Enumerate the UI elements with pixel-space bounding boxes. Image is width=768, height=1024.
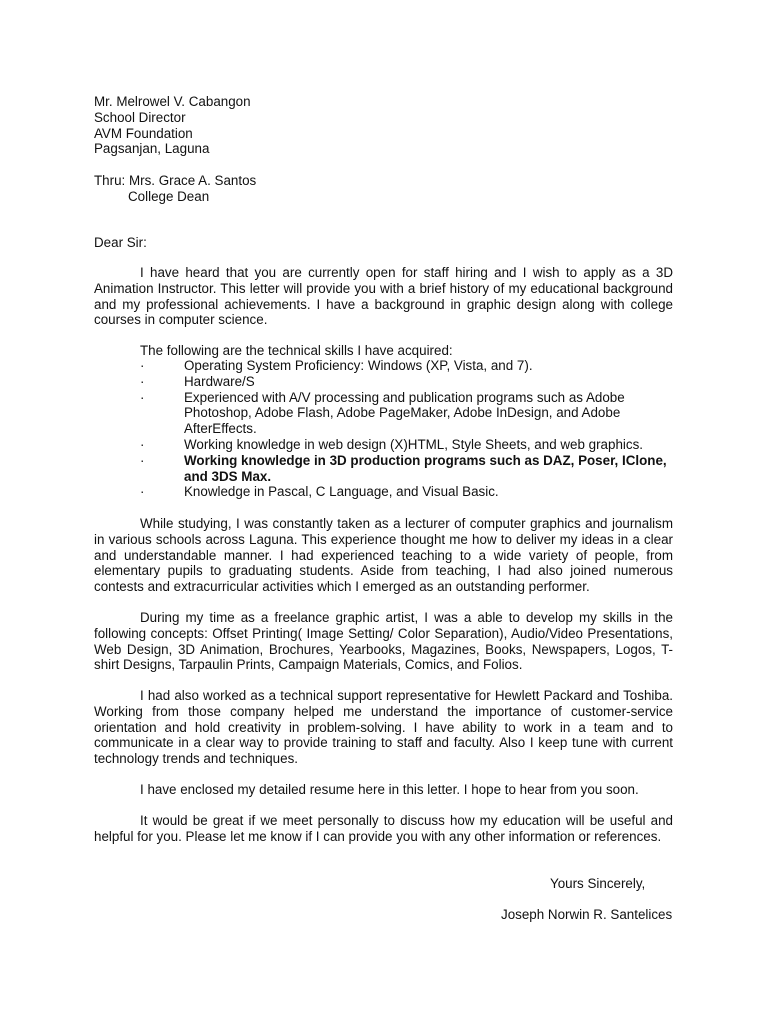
skill-text: Operating System Proficiency: Windows (XP, Vista, and 7). bbox=[184, 358, 533, 373]
intro-paragraph: I have heard that you are currently open for staff hiring and I wish to apply as a 3D Animation Instructor. This letter will provide you with a brief history of my educational background and my professional achievements. I have a background in graphic design along with college courses in computer science. bbox=[94, 265, 673, 328]
skill-text: Knowledge in Pascal, C Language, and Visual Basic. bbox=[184, 484, 499, 500]
enclosed-paragraph: I have enclosed my detailed resume here in this letter. I hope to hear from you soon. bbox=[140, 782, 639, 797]
bullet: · bbox=[140, 373, 145, 389]
signature: Joseph Norwin R. Santelices bbox=[501, 907, 673, 922]
recipient-organization: AVM Foundation bbox=[94, 126, 193, 141]
freelance-paragraph: During my time as a freelance graphic artist, I was a able to develop my skills in the following concepts: Offset Printing( Image Setting/ Color Separation), Audio/Video Presentations, Web Design, 3D Animation, Brochures, Yearbooks, Magazines, Books, Newspapers, Logos, T-shirt Designs, Tarpaulin Prints, Campaign Materials, Comics, and Folios. bbox=[94, 610, 673, 673]
studying-paragraph: While studying, I was constantly taken as a lecturer of computer graphics and journalism in various schools across Laguna. This experience thought me how to deliver my ideas in a clear and understandable manner. I had experienced teaching to a wide variety of people, from elementary pupils to graduating students. Aside from teaching, I had also joined numerous contests and extracurricular activities which I emerged as an outstanding performer. bbox=[94, 516, 673, 595]
recipient-title: School Director bbox=[94, 110, 186, 125]
recipient-name: Mr. Melrowel V. Cabangon bbox=[94, 94, 251, 109]
thru-line: Thru: Mrs. Grace A. Santos bbox=[94, 173, 257, 188]
bullet: · bbox=[140, 358, 145, 373]
recipient-location: Pagsanjan, Laguna bbox=[94, 141, 210, 156]
thru-title: College Dean bbox=[128, 189, 210, 204]
skill-item bbox=[138, 358, 678, 374]
skills-intro: The following are the technical skills I have acquired: bbox=[140, 343, 453, 358]
bullet: · bbox=[140, 436, 145, 452]
skills-list bbox=[138, 358, 678, 500]
skill-text: Working knowledge in 3D production programs such as DAZ, Poser, IClone, and 3DS Max. bbox=[184, 452, 667, 484]
skill-item bbox=[138, 390, 678, 437]
meet-paragraph: It would be great if we meet personally to discuss how my education will be useful and helpful for you. Please let me know if I can provide you with any other information or references. bbox=[94, 813, 673, 844]
closing: Yours Sincerely, bbox=[550, 876, 646, 891]
skill-text: Experienced with A/V processing and publication programs such as Adobe Photoshop, Adobe Flash, Adobe PageMaker, Adobe InDesign, and Adobe AfterEffects. bbox=[184, 389, 625, 437]
skill-item bbox=[138, 453, 678, 485]
skill-item bbox=[138, 374, 678, 390]
salutation: Dear Sir: bbox=[94, 235, 147, 250]
bullet: · bbox=[140, 484, 145, 500]
bullet: · bbox=[140, 389, 145, 405]
skill-item bbox=[138, 437, 678, 453]
skill-item bbox=[138, 484, 678, 500]
skill-text: Hardware/S bbox=[184, 373, 255, 389]
skill-text: Working knowledge in web design (X)HTML, Style Sheets, and web graphics. bbox=[184, 436, 643, 452]
bullet: · bbox=[140, 452, 145, 468]
support-paragraph: I had also worked as a technical support representative for Hewlett Packard and Toshiba. Working from those company helped me understand the importance of customer-service orientation and hold creativity in problem-solving. I have ability to work in a team and to communicate in a clear way to provide training to staff and faculty. Also I keep tune with current technology trends and techniques. bbox=[94, 688, 673, 767]
